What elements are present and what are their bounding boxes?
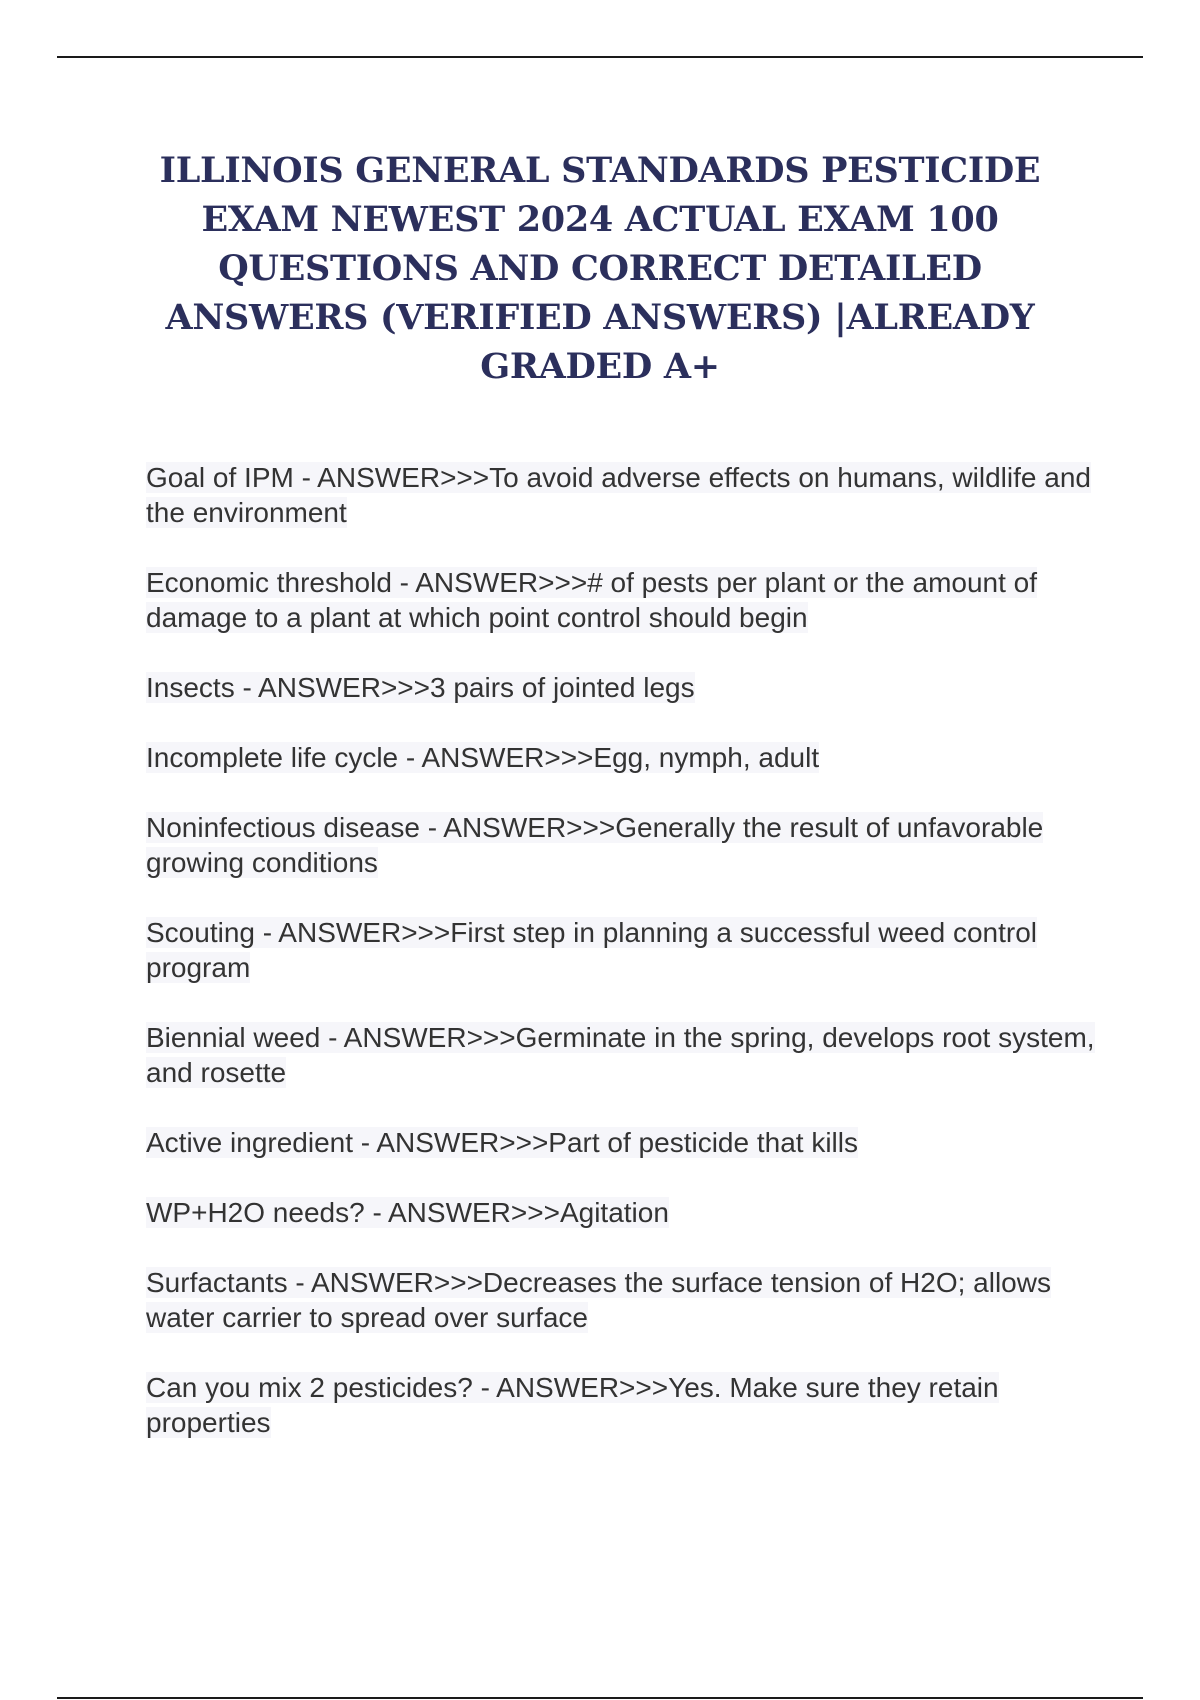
qa-item-text: Can you mix 2 pesticides? - ANSWER>>>Yes. Make sure they retain properties — [146, 1372, 999, 1438]
document-title: ILLINOIS GENERAL STANDARDS PESTICIDE EXAM NEWEST 2024 ACTUAL EXAM 100 QUESTIONS AND CORRECT DETAILED ANSWERS (VERIFIED ANSWERS) |ALREADY GRADED A+ — [159, 150, 1041, 387]
qa-item-text: Scouting - ANSWER>>>First step in planning a successful weed control program — [146, 917, 1037, 983]
qa-item-text: Incomplete life cycle - ANSWER>>>Egg, nymph, adult — [146, 742, 820, 773]
qa-list — [146, 460, 1106, 1475]
qa-item — [146, 1020, 1106, 1090]
qa-item-text: Insects - ANSWER>>>3 pairs of jointed legs — [146, 672, 695, 703]
qa-item-text: Surfactants - ANSWER>>>Decreases the surface tension of H2O; allows water carrier to spread over surface — [146, 1267, 1051, 1333]
qa-item-text: Active ingredient - ANSWER>>>Part of pesticide that kills — [146, 1127, 858, 1158]
qa-item-text: WP+H2O needs? - ANSWER>>>Agitation — [146, 1197, 669, 1228]
qa-item — [146, 1265, 1106, 1335]
qa-item — [146, 565, 1106, 635]
qa-item — [146, 810, 1106, 880]
qa-item — [146, 1125, 1106, 1160]
qa-item-text: Biennial weed - ANSWER>>>Germinate in the spring, develops root system, and rosette — [146, 1022, 1095, 1088]
qa-item — [146, 915, 1106, 985]
bottom-horizontal-rule — [57, 1697, 1143, 1699]
qa-item — [146, 460, 1106, 530]
qa-item-text: Goal of IPM - ANSWER>>>To avoid adverse effects on humans, wildlife and the environment — [146, 462, 1091, 528]
qa-item — [146, 1195, 1106, 1230]
qa-item-text: Economic threshold - ANSWER>>># of pests per plant or the amount of damage to a plant at which point control should begin — [146, 567, 1038, 633]
top-horizontal-rule — [57, 56, 1143, 58]
qa-item-text: Noninfectious disease - ANSWER>>>Generally the result of unfavorable growing conditions — [146, 812, 1044, 878]
qa-item — [146, 1370, 1106, 1440]
qa-item — [146, 670, 1106, 705]
qa-item — [146, 740, 1106, 775]
